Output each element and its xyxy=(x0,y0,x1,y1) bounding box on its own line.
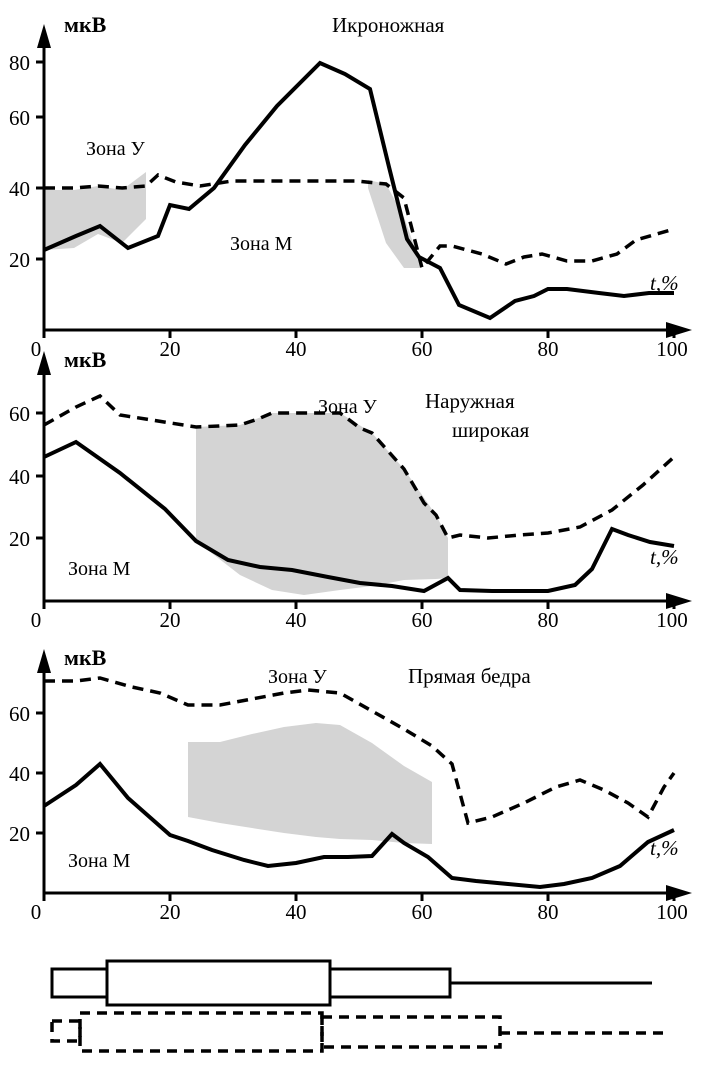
ytick-3-2: 60 xyxy=(9,702,30,726)
xtick-3-2: 40 xyxy=(285,900,307,924)
x-axis-label-1: t,% xyxy=(650,271,679,295)
xtick-1-4: 80 xyxy=(537,337,559,361)
xtick-3-4: 80 xyxy=(537,900,559,924)
chart-svg-3 xyxy=(0,645,711,945)
xtick-2-1: 20 xyxy=(159,608,181,632)
chart-panel-gastrocnemius xyxy=(0,0,711,361)
legend-dashed-row xyxy=(52,1013,670,1051)
y-axis-arrow-3 xyxy=(37,649,51,673)
zone-u-label-1: Зона У xyxy=(86,138,145,160)
ytick-1-2: 60 xyxy=(9,106,30,130)
legend-solid-row xyxy=(52,961,652,1005)
y-axis-arrow-1 xyxy=(37,24,51,48)
ytick-1-0: 20 xyxy=(9,248,30,272)
panel-title-2-line1: Наружная xyxy=(425,389,515,413)
xtick-1-2: 40 xyxy=(285,337,307,361)
zone-u-label-3: Зона У xyxy=(268,666,327,688)
xtick-1-1: 20 xyxy=(159,337,181,361)
legend-svg xyxy=(0,945,711,1063)
shaded-band-2 xyxy=(196,413,448,595)
shaded-band-3 xyxy=(188,723,432,844)
zone-m-label-1: Зона М xyxy=(230,233,293,255)
zone-m-label-3: Зона М xyxy=(68,850,131,872)
y-axis-arrow-2 xyxy=(37,351,51,375)
xtick-2-0: 0 xyxy=(30,608,42,632)
xtick-1-0: 0 xyxy=(30,337,42,361)
chart-panel-rectus-femoris xyxy=(0,645,711,945)
xtick-2-5: 100 xyxy=(656,608,688,632)
ytick-3-1: 40 xyxy=(9,762,30,786)
xtick-3-0: 0 xyxy=(30,900,42,924)
x-axis-label-2: t,% xyxy=(650,545,679,569)
xtick-1-3: 60 xyxy=(411,337,433,361)
xtick-1-5: 100 xyxy=(656,337,688,361)
ytick-3-0: 20 xyxy=(9,822,30,846)
x-axis-arrow-2 xyxy=(666,593,692,609)
zone-m-label-2: Зона М xyxy=(68,558,131,580)
xtick-3-3: 60 xyxy=(411,900,433,924)
xtick-3-1: 20 xyxy=(159,900,181,924)
zone-u-label-2: Зона У xyxy=(318,396,377,418)
x-axis-label-3: t,% xyxy=(650,836,679,860)
x-axis-arrow-3 xyxy=(666,885,692,901)
y-unit-label-1: мкВ xyxy=(64,12,107,37)
x-axis-arrow-1 xyxy=(666,322,692,338)
ytick-1-3: 80 xyxy=(9,51,30,75)
panel-title-1: Икроножная xyxy=(332,13,445,37)
chart-panel-vastus-lateralis xyxy=(0,345,711,645)
chart-svg-2 xyxy=(0,345,711,645)
xtick-3-5: 100 xyxy=(656,900,688,924)
ytick-2-2: 60 xyxy=(9,402,30,426)
ytick-2-1: 40 xyxy=(9,465,30,489)
ytick-1-1: 40 xyxy=(9,177,30,201)
y-unit-label-2: мкВ xyxy=(64,347,107,372)
xtick-2-4: 80 xyxy=(537,608,559,632)
legend-timing-bars xyxy=(0,945,711,1063)
chart-svg-1 xyxy=(0,0,711,361)
panel-title-3: Прямая бедра xyxy=(408,664,531,688)
panel-title-2-line2: широкая xyxy=(452,418,530,442)
ytick-2-0: 20 xyxy=(9,527,30,551)
xtick-2-2: 40 xyxy=(285,608,307,632)
xtick-2-3: 60 xyxy=(411,608,433,632)
shaded-band-1a xyxy=(44,172,146,250)
y-unit-label-3: мкВ xyxy=(64,645,107,670)
